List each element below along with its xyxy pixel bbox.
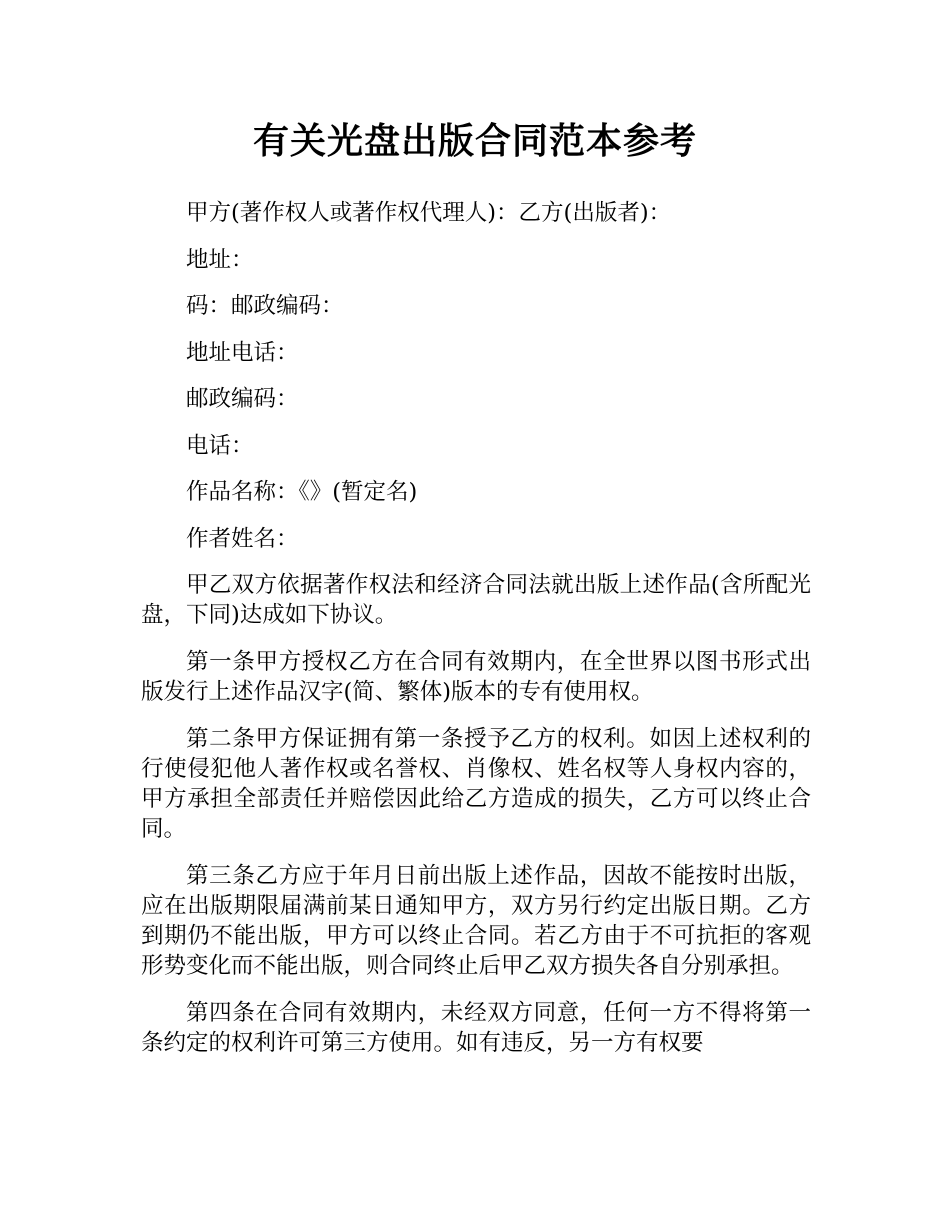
paragraph-article-3: 第三条乙方应于年月日前出版上述作品，因故不能按时出版，应在出版期限届满前某日通知甲方，双方另行约定出版日期。乙方到期仍不能出版，甲方可以终止合同。若乙方由于不可抗拒的客观形势变化而不能出版，则合同终止后甲乙双方损失各自分别承担。 xyxy=(141,863,811,979)
field-address-phone: 地址电话： xyxy=(186,339,299,366)
field-author-name: 作者姓名： xyxy=(186,525,299,552)
paragraph-intro: 甲乙双方依据著作权法和经济合同法就出版上述作品(含所配光盘，下同)达成如下协议。 xyxy=(141,572,811,628)
field-postal-code-2: 邮政编码： xyxy=(186,386,299,412)
document-body xyxy=(141,198,811,1075)
document-title: 有关光盘出版合同范本参考 xyxy=(252,121,697,162)
field-address: 地址： xyxy=(186,246,254,273)
field-phone: 电话： xyxy=(186,432,254,459)
field-postal-code-1: 码：邮政编码： xyxy=(186,293,344,319)
paragraph-article-1: 第一条甲方授权乙方在合同有效期内，在全世界以图书形式出版发行上述作品汉字(简、繁体)版本的专有使用权。 xyxy=(141,649,811,705)
paragraph-article-2: 第二条甲方保证拥有第一条授予乙方的权利。如因上述权利的行使侵犯他人著作权或名誉权、肖像权、姓名权等人身权内容的，甲方承担全部责任并赔偿因此给乙方造成的损失，乙方可以终止合同。 xyxy=(141,726,811,842)
field-party-a-b: 甲方(著作权人或著作权代理人)：乙方(出版者)： xyxy=(186,200,672,226)
field-work-title: 作品名称：《》(暂定名) xyxy=(186,479,418,505)
paragraph-article-4: 第四条在合同有效期内，未经双方同意，任何一方不得将第一条约定的权利许可第三方使用。如有违反，另一方有权要 xyxy=(141,1000,811,1056)
